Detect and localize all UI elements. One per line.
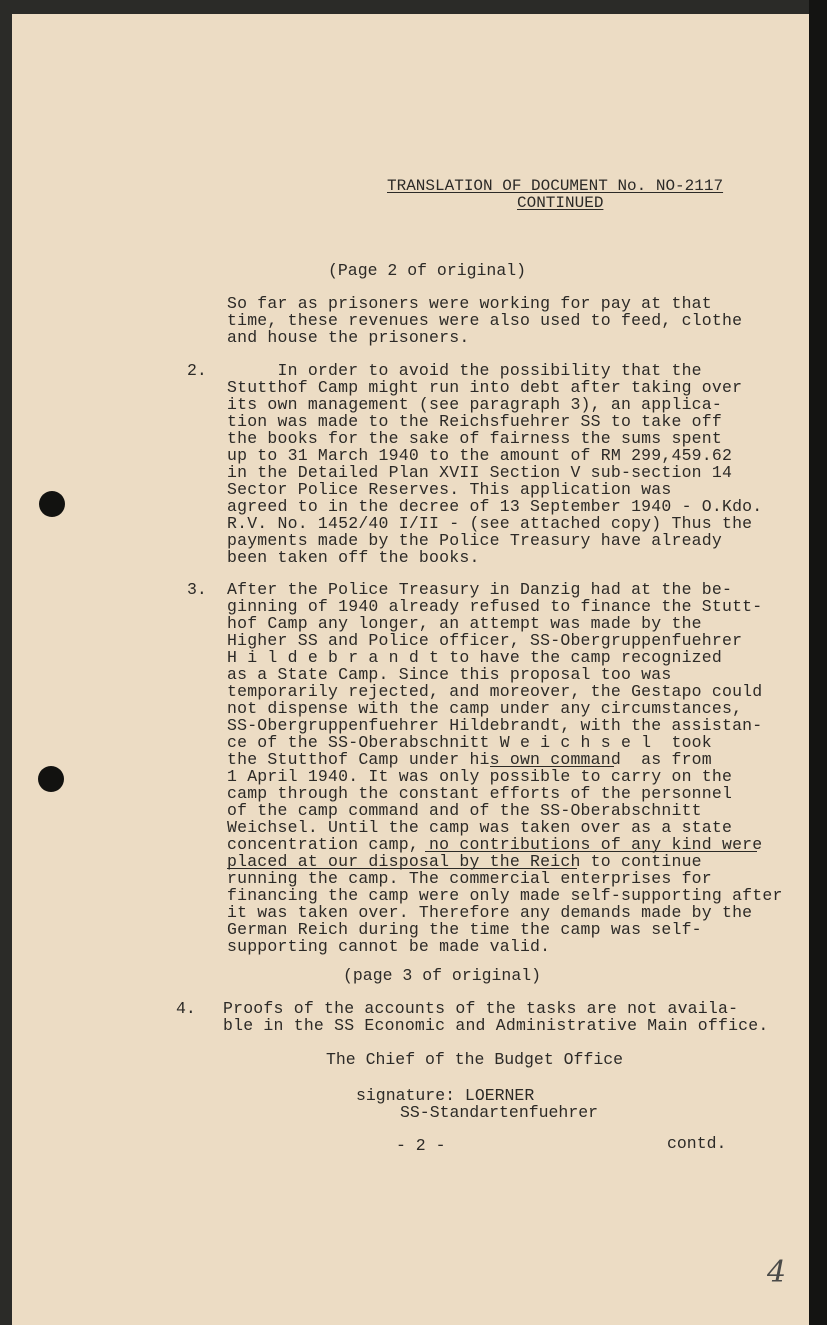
text-line: it was taken over. Therefore any demands made by the <box>227 903 753 922</box>
text-line: tion was made to the Reichsfuehrer SS to take off <box>227 412 722 431</box>
text-line: After the Police Treasury in Danzig had at the be- <box>227 580 733 599</box>
text-line: German Reich during the time the camp was self- <box>227 920 702 939</box>
text-line: financing the camp were only made self-supporting after <box>227 886 783 905</box>
text-line: payments made by the Police Treasury have already <box>227 531 722 550</box>
punch-hole-bottom <box>38 766 64 792</box>
item-number: 4. <box>176 999 196 1018</box>
text-line: hof Camp any longer, an attempt was made by the <box>227 614 702 633</box>
page-number: - 2 - <box>396 1136 446 1155</box>
page-marker-3: (page 3 of original) <box>343 966 542 985</box>
document-continued: CONTINUED <box>517 194 604 212</box>
text-line: 1 April 1940. It was only possible to carry on the <box>227 767 733 786</box>
handwritten-page-number: 4 <box>767 1255 787 1290</box>
text-line: camp through the constant efforts of the personnel <box>227 784 733 803</box>
item-number: 3. <box>187 580 207 599</box>
text-line: in the Detailed Plan XVII Section V sub-section 14 <box>227 463 733 482</box>
signature-line: signature: LOERNER <box>356 1086 535 1105</box>
text-line: concentration camp, no contributions of any kind were <box>227 835 763 854</box>
text-line: as a State Camp. Since this proposal too was <box>227 665 672 684</box>
text-line: placed at our disposal by the Reich to continue <box>227 852 702 871</box>
underline-placed-at-our-disposal <box>227 868 577 869</box>
text-line: and house the prisoners. <box>227 328 470 347</box>
text-line: SS-Obergruppenfuehrer Hildebrandt, with the assistan- <box>227 716 763 735</box>
text-line: ce of the SS-Oberabschnitt W e i c h s e l took <box>227 733 712 752</box>
text-line: Sector Police Reserves. This application was <box>227 480 672 499</box>
text-line: Higher SS and Police officer, SS-Obergruppenfuehrer <box>227 631 743 650</box>
text-line: not dispense with the camp under any circumstances, <box>227 699 743 718</box>
text-line: its own management (see paragraph 3), an applica- <box>227 395 722 414</box>
text-line: agreed to in the decree of 13 September 1940 - O.Kdo. <box>227 497 763 516</box>
continued-label: contd. <box>667 1134 727 1153</box>
text-line: In order to avoid the possibility that the <box>227 361 702 380</box>
text-line: R.V. No. 1452/40 I/II - (see attached copy) Thus the <box>227 514 753 533</box>
text-line: supporting cannot be made valid. <box>227 937 551 956</box>
closing-title: The Chief of the Budget Office <box>326 1050 624 1069</box>
text-line: temporarily rejected, and moreover, the Gestapo could <box>227 682 763 701</box>
signatory-rank: SS-Standartenfuehrer <box>400 1103 599 1122</box>
page-marker-2: (Page 2 of original) <box>328 261 527 280</box>
punch-hole-top <box>39 491 65 517</box>
underline-own-command <box>490 766 614 767</box>
text-line: Stutthof Camp might run into debt after taking over <box>227 378 743 397</box>
text-line: So far as prisoners were working for pay at that <box>227 294 712 313</box>
item-number: 2. <box>187 361 207 380</box>
text-line: Proofs of the accounts of the tasks are not availa- <box>223 999 739 1018</box>
text-line: Weichsel. Until the camp was taken over as a state <box>227 818 733 837</box>
text-line: running the camp. The commercial enterprises for <box>227 869 712 888</box>
text-line: up to 31 March 1940 to the amount of RM 299,459.62 <box>227 446 733 465</box>
text-line: ginning of 1940 already refused to finance the Stutt- <box>227 597 763 616</box>
text-line: H i l d e b r a n d t to have the camp recognized <box>227 648 722 667</box>
text-line: the Stutthof Camp under his own command as from <box>227 750 712 769</box>
scan-edge <box>809 0 827 1325</box>
text-line: of the camp command and of the SS-Oberabschnitt <box>227 801 702 820</box>
document-title: TRANSLATION OF DOCUMENT No. NO-2117 <box>387 177 724 195</box>
text-line: been taken off the books. <box>227 548 480 567</box>
text-line: ble in the SS Economic and Administrative Main office. <box>223 1016 769 1035</box>
text-line: time, these revenues were also used to feed, clothe <box>227 311 743 330</box>
underline-no-contributions <box>425 851 757 852</box>
text-line: the books for the sake of fairness the sums spent <box>227 429 722 448</box>
